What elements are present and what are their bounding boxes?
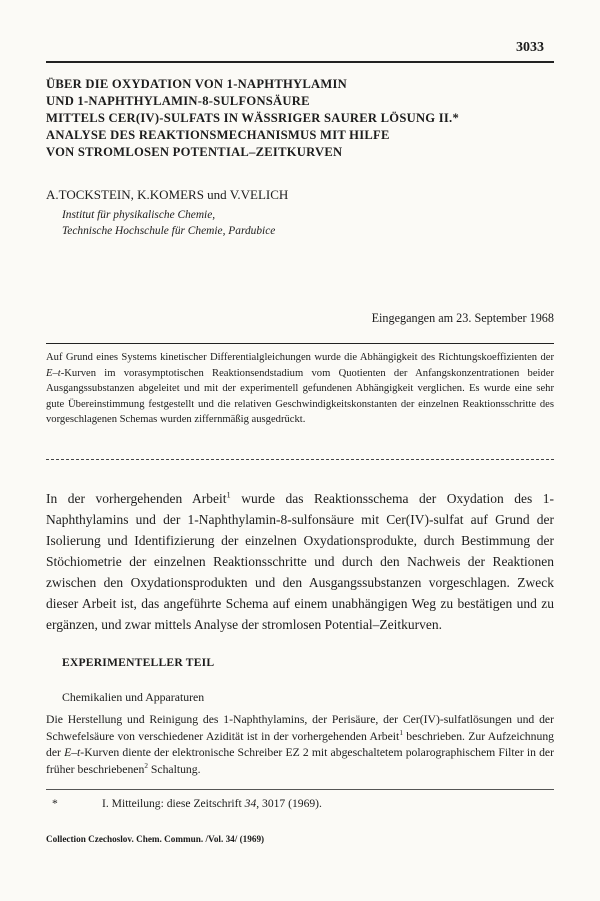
affiliation-line-1: Institut für physikalische Chemie,	[62, 209, 216, 221]
abstract-emphasis: E–t	[46, 367, 61, 379]
methods-emphasis: E–t	[64, 746, 81, 760]
title-line: ÜBER DIE OXYDATION VON 1-NAPHTHYLAMIN	[46, 77, 348, 91]
abstract	[46, 350, 554, 428]
received-date: Eingegangen am 23. September 1968	[371, 311, 554, 325]
subsection-heading: Chemikalien und Apparaturen	[62, 690, 205, 704]
footnote-mark: *	[52, 797, 58, 810]
methods-paragraph	[46, 712, 554, 778]
intro-text: wurde das Reaktionsschema der Oxydation des 1-Naphthylamins und der 1-Naphthylamin-8-sulfonsäure mit Cer(IV)-sulfat auf Grund der Isolierung und Identifizierung der einzelnen Oxydationsprodukte, durch Bestimmung der Stöchiometrie der einzelnen Reaktionsschritte und durch den Nachweis der Reaktionen zwischen den Oxydationsprodukten und den Ausgangssubstanzen vorgeschlagen. Zweck dieser Arbeit ist, das angeführte Schema auf einem unabhängigen Weg zu bestätigen und zu ergänzen, und zwar mittels Analyse der stromlosen Potential–Zeitkurven.	[46, 491, 554, 632]
title-line: UND 1-NAPHTHYLAMIN-8-SULFONSÄURE	[46, 94, 310, 108]
footnote	[52, 797, 322, 810]
article-title	[46, 76, 556, 161]
journal-citation: Collection Czechoslov. Chem. Commun. /Vol. 34/ (1969)	[46, 834, 265, 844]
abstract-top-rule	[46, 343, 554, 344]
affiliation-line-2: Technische Hochschule für Chemie, Pardubice	[62, 225, 276, 237]
methods-text: Die Herstellung und Reinigung des 1-Naphthylamins, der Perisäure, der Cer(IV)-sulfatlösungen und der Schwefelsäure von verschiedener Azidität ist in der vorhergehenden Arbeit	[46, 713, 554, 743]
header-rule	[46, 61, 554, 63]
methods-text: -Kurven diente der elektronische Schreiber EZ 2 mit abgeschaltetem polarographischem Filter in der früher beschriebenen	[46, 746, 554, 776]
intro-text: In der vorhergehenden Arbeit	[46, 491, 227, 506]
footnote-rule	[46, 789, 554, 790]
affiliation	[62, 207, 275, 239]
footnote-text: I. Mitteilung: diese Zeitschrift	[102, 797, 245, 810]
page-number: 3033	[516, 40, 544, 55]
methods-text: beschrieben. Zur Aufzeichnung der	[46, 729, 555, 760]
title-line: VON STROMLOSEN POTENTIAL–ZEITKURVEN	[46, 145, 343, 159]
reference-marker: 2	[144, 761, 148, 770]
authors: A.TOCKSTEIN, K.KOMERS und V.VELICH	[46, 187, 289, 202]
title-line: ANALYSE DES REAKTIONSMECHANISMUS MIT HILFE	[46, 128, 390, 142]
abstract-text: -Kurven im vorasymptotischen Reaktionsendstadium vom Quotienten der Anfangskonzentrationen beider Ausgangssubstanzen abgeleitet und mit der experimentell gefundenen Abhängigkeit verglichen. Es wurde eine sehr gute Übereinstimmung festgestellt und die relativen Geschwindigkeitskonstanten der einzelnen Reaktionsschritte des vorgeschlagenen Schemas wurden ziffernmäßig ausgedrückt.	[46, 367, 554, 426]
abstract-text: Auf Grund eines Systems kinetischer Differentialgleichungen wurde die Abhängigkeit des Richtungskoeffizienten der	[46, 352, 554, 363]
title-line: MITTELS CER(IV)-SULFATS IN WÄSSRIGER SAURER LÖSUNG II.*	[46, 111, 459, 125]
reference-marker: 1	[399, 728, 403, 737]
reference-marker: 1	[226, 490, 231, 500]
footnote-volume: 34	[244, 797, 257, 810]
intro-paragraph	[46, 488, 554, 635]
methods-text: Schaltung.	[147, 762, 201, 776]
footnote-text: , 3017 (1969).	[256, 797, 322, 810]
abstract-bottom-rule	[46, 459, 554, 460]
section-heading: EXPERIMENTELLER TEIL	[62, 656, 215, 669]
